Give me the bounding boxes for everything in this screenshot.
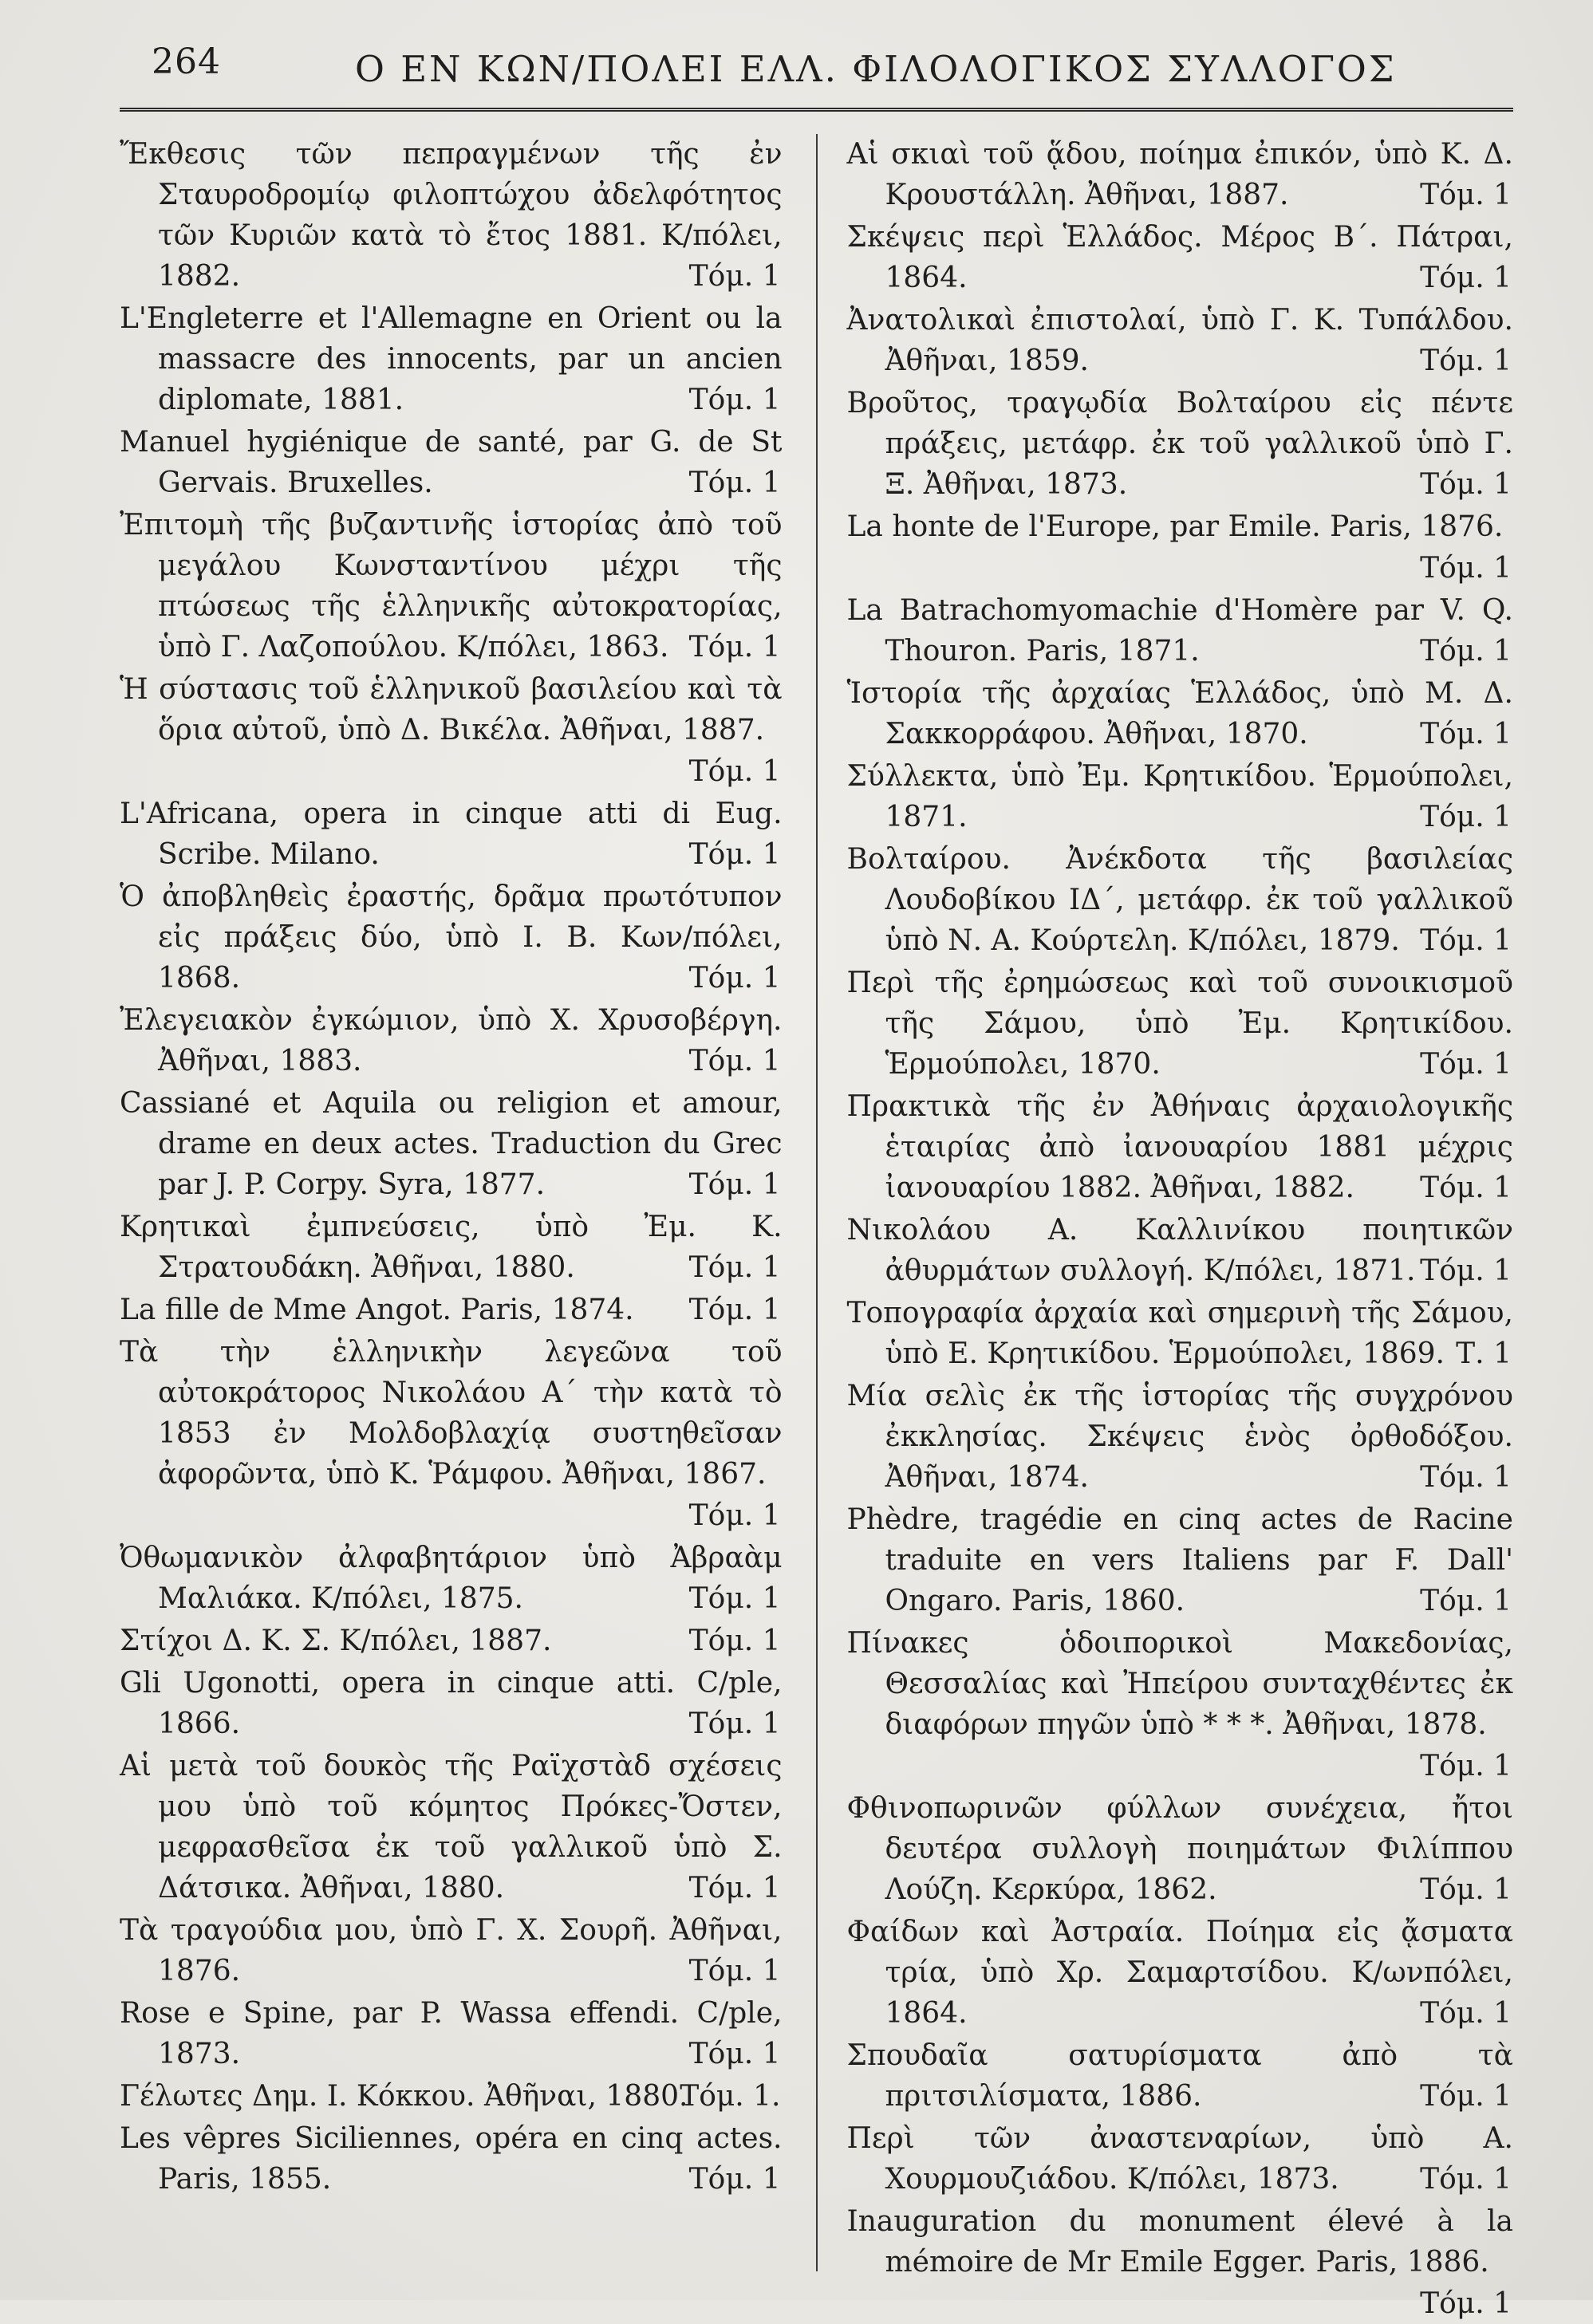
- entry-volume: Τόμ. 1: [688, 755, 781, 788]
- catalogue-entry: [120, 298, 783, 420]
- catalogue-entry: [120, 1621, 783, 1661]
- page-number: 264: [152, 41, 221, 82]
- entry-volume: Τόμ. 1: [1420, 2287, 1512, 2320]
- catalogue-entry: [847, 1788, 1513, 1910]
- entry-text: Τοπογραφία ἀρχαία καὶ σημερινὴ τῆς Σάμου, ὑπὸ Ε. Κρητικίδου. Ἑρμούπολει, 1869.: [846, 1297, 1513, 1370]
- catalogue-entry: [847, 673, 1513, 754]
- entry-text: Ἱστορία τῆς ἀρχαίας Ἑλλάδος, ὑπὸ Μ. Δ. Σακκορράφου. Ἀθῆναι, 1870.: [846, 677, 1513, 750]
- entry-text: Γέλωτες Δημ. Ι. Κόκκου. Ἀθῆναι, 1880.: [120, 2080, 688, 2113]
- catalogue-entry: [847, 506, 1513, 589]
- entry-text: Manuel hygiénique de santé, par G. de St Gervais. Bruxelles.: [120, 426, 783, 499]
- entry-volume: Τόμ. 1: [1420, 2163, 1512, 2196]
- catalogue-entry: [120, 2118, 783, 2200]
- entry-volume: Τόμ. 1: [1420, 1172, 1512, 1204]
- entry-text: Βροῦτος, τραγῳδία Βολταίρου εἰς πέντε πράξεις, μετάφρ. ἐκ τοῦ γαλλικοῦ ὑπὸ Γ. Ξ. Ἀθῆναι, 1873.: [846, 387, 1513, 501]
- catalogue-entry: [847, 1210, 1513, 1291]
- entry-text: Σύλλεκτα, ὑπὸ Ἐμ. Κρητικίδου. Ἑρμούπολει, 1871.: [846, 760, 1513, 833]
- entry-text: Φθινοπωρινῶν φύλλων συνέχεια, ἤτοι δευτέρα συλλογὴ ποιημάτων Φιλίππου Λούζη. Κερκύρα, 1862.: [846, 1792, 1513, 1906]
- catalogue-entry: [120, 1910, 783, 1991]
- running-title: Ο ΕΝ ΚΩΝ/ΠΟΛΕΙ ΕΛΛ. ΦΙΛΟΛΟΓΙΚΟΣ ΣΥΛΛΟΓΟΣ: [355, 48, 1397, 90]
- entry-text: Μία σελὶς ἐκ τῆς ἱστορίας τῆς συγχρόνου ἐκκλησίας. Σκέψεις ἑνὸς ὀρθοδόξου. Ἀθῆναι, 1874.: [846, 1380, 1513, 1494]
- entry-volume: Τόμ. 1: [688, 1294, 781, 1326]
- entry-volume: Τόμ. 1: [688, 838, 781, 871]
- entry-text: Ἀνατολικαὶ ἐπιστολαί, ὑπὸ Γ. Κ. Τυπάλδου. Ἀθῆναι, 1859.: [846, 304, 1513, 377]
- entry-volume: Τόμ. 1: [1420, 262, 1512, 294]
- entry-volume: Τόμ. 1: [1420, 801, 1512, 833]
- left-column: [120, 134, 798, 2271]
- entry-volume: Τόμ. 1: [688, 1168, 781, 1201]
- entry-text: Σπουδαῖα σατυρίσματα ἀπὸ τὰ πριτσιλίσματα, 1886.: [846, 2039, 1513, 2113]
- entry-text: Περὶ τῆς ἐρημώσεως καὶ τοῦ συνοικισμοῦ τῆς Σάμου, ὑπὸ Ἐμ. Κρητικίδου. Ἑρμούπολει, 1870.: [846, 967, 1513, 1081]
- entry-volume: Τόμ. 1: [1420, 1255, 1512, 1287]
- entry-text: Στίχοι Δ. Κ. Σ. Κ/πόλει, 1887.: [120, 1625, 552, 1657]
- catalogue-entry: [847, 1293, 1513, 1374]
- entry-text: Περὶ τῶν ἀναστεναρίων, ὑπὸ Α. Χουρμουζιάδου. Κ/πόλει, 1873.: [846, 2122, 1513, 2196]
- catalogue-entry: [120, 505, 783, 668]
- entry-volume: Τόμ. 1: [1420, 635, 1512, 668]
- catalogue-entry: [847, 839, 1513, 961]
- catalogue-entry: [120, 2076, 783, 2117]
- entry-volume: Τόμ. 1: [688, 962, 781, 995]
- entry-text: La fille de Mme Angot. Paris, 1874.: [120, 1294, 634, 1326]
- catalogue-entry: [120, 1993, 783, 2074]
- entry-text: Πρακτικὰ τῆς ἐν Ἀθήναις ἀρχαιολογικῆς ἑταιρίας ἀπὸ ἰανουαρίου 1881 μέχρις ἰανουαρίου 1882. Ἀθῆναι, 1882.: [846, 1090, 1513, 1204]
- catalogue-entry: [120, 794, 783, 875]
- entry-text: L'Engleterre et l'Allemagne en Orient ou la massacre des innocents, par un ancien diplomate, 1881.: [120, 302, 783, 416]
- entry-text: Ὀθωμανικὸν ἀλφαβητάριον ὑπὸ Ἀβραὰμ Μαλιάκα. Κ/πόλει, 1875.: [120, 1542, 783, 1615]
- entry-volume: Τόμ. 1: [1420, 345, 1512, 377]
- catalogue-entry: [847, 2035, 1513, 2117]
- entry-volume: Τόμ. 1: [688, 1499, 781, 1532]
- catalogue-entry: [120, 134, 783, 297]
- entry-text: Ἐλεγειακὸν ἐγκώμιον, ὑπὸ Χ. Χρυσοβέργη. Ἀθῆναι, 1883.: [120, 1004, 783, 1077]
- catalogue-entry: [120, 1663, 783, 1744]
- entry-volume: Τόμ. 1: [1420, 1997, 1512, 2030]
- entry-volume: Τόμ. 1: [1420, 924, 1512, 957]
- entry-text: L'Africana, opera in cinque atti di Eug. Scribe. Milano.: [120, 798, 783, 871]
- catalogue-entry: [120, 1538, 783, 1619]
- entry-volume: Τόμ. 1: [688, 1872, 781, 1904]
- entry-text: Cassiané et Aquila ou religion et amour, drame en deux actes. Traduction du Grec par J. P. Corpy. Syra, 1877.: [120, 1087, 783, 1201]
- catalogue-entry: [120, 422, 783, 503]
- entry-volume: Τόμ. 1: [688, 2038, 781, 2070]
- entry-text: Ἡ σύστασις τοῦ ἑλληνικοῦ βασιλείου καὶ τὰ ὅρια αὐτοῦ, ὑπὸ Δ. Βικέλα. Ἀθῆναι, 1887.: [120, 673, 783, 746]
- catalogue-entry: [120, 1746, 783, 1908]
- entry-volume: Τόμ. 1: [1420, 1750, 1512, 1782]
- entry-text: Τὰ τραγούδια μου, ὑπὸ Γ. Χ. Σουρῆ. Ἀθῆναι, 1876.: [120, 1914, 783, 1987]
- catalogue-entry: [120, 876, 783, 999]
- catalogue-entry: [847, 383, 1513, 505]
- catalogue-entry: [847, 1912, 1513, 2034]
- entry-text: Αἱ σκιαὶ τοῦ ᾅδου, ποίημα ἐπικόν, ὑπὸ Κ. Δ. Κρουστάλλη. Ἀθῆναι, 1887.: [846, 138, 1513, 211]
- catalogue-entry: [847, 963, 1513, 1085]
- catalogue-entry: [847, 756, 1513, 837]
- entry-volume: Τόμ. 1: [688, 1251, 781, 1284]
- entry-text: Gli Ugonotti, opera in cinque atti. C/ple, 1866.: [120, 1667, 783, 1740]
- entry-text: Φαίδων καὶ Ἀστραία. Ποίημα εἰς ᾄσματα τρία, ὑπὸ Χρ. Σαμαρτσίδου. Κ/ωνπόλει, 1864.: [846, 1916, 1513, 2030]
- catalogue-entry: [847, 590, 1513, 672]
- catalogue-entry: [847, 1086, 1513, 1208]
- entry-text: Σκέψεις περὶ Ἑλλάδος. Μέρος Β΄. Πάτραι, 1864.: [846, 221, 1513, 294]
- catalogue-entry: [120, 669, 783, 792]
- catalogue-entry: [847, 217, 1513, 298]
- entry-volume: Τόμ. 1: [1420, 552, 1512, 585]
- two-column-body: [120, 134, 1513, 2320]
- entry-volume: Τόμ. 1: [688, 2163, 781, 2196]
- running-header: [120, 32, 1513, 112]
- entry-volume: Τόμ. 1: [1420, 1461, 1512, 1494]
- entry-text: La Batrachomyomachie d'Homère par V. Q. Thouron. Paris, 1871.: [846, 594, 1513, 668]
- entry-text: Inauguration du monument élevé à la mémoire de Mr Emile Egger. Paris, 1886.: [846, 2205, 1513, 2279]
- entry-text: Πίνακες ὁδοιπορικοὶ Μακεδονίας, Θεσσαλίας καὶ Ἠπείρου συνταχθέντες ἐκ διαφόρων πηγῶν ὑπὸ * * *. Ἀθῆναι, 1878.: [846, 1627, 1513, 1741]
- entry-volume: Τόμ. 1: [688, 1708, 781, 1740]
- entry-text: La honte de l'Europe, par Emile. Paris, 1876.: [846, 510, 1504, 543]
- catalogue-entry: [120, 1332, 783, 1536]
- catalogue-entry: [847, 300, 1513, 381]
- entry-volume: Τόμ. 1: [1420, 1873, 1512, 1906]
- entry-text: Ἐπιτομὴ τῆς βυζαντινῆς ἱστορίας ἀπὸ τοῦ μεγάλου Κωνσταντίνου μέχρι τῆς πτώσεως τῆς ἑλληνικῆς αὐτοκρατορίας, ὑπὸ Γ. Λαζοπούλου. Κ/πόλει, 1863.: [120, 509, 783, 664]
- catalogue-entry: [120, 1207, 783, 1288]
- entry-volume: Τόμ. 1: [688, 631, 781, 664]
- column-divider: [816, 134, 818, 2271]
- catalogue-entry: [847, 134, 1513, 215]
- entry-text: Ἔκθεσις τῶν πεπραγμένων τῆς ἐν Σταυροδρομίῳ φιλοπτώχου ἀδελφότητος τῶν Κυριῶν κατὰ τὸ ἔτος 1881. Κ/πόλει, 1882.: [120, 138, 783, 293]
- entry-text: Αἱ μετὰ τοῦ δουκὸς τῆς Ραϊχστὰδ σχέσεις μου ὑπὸ τοῦ κόμητος Πρόκες-Ὄστεν, μεφρασθεῖσα ἐκ τοῦ γαλλικοῦ ὑπὸ Σ. Δάτσικα. Ἀθῆναι, 1880.: [120, 1750, 783, 1904]
- entry-volume: Τόμ. 1: [1420, 179, 1512, 211]
- entry-volume: Τόμ. 1: [688, 1045, 781, 1077]
- catalogue-entry: [847, 1499, 1513, 1621]
- entry-text: Τὰ τὴν ἑλληνικὴν λεγεῶνα τοῦ αὐτοκράτορος Νικολάου Α΄ τὴν κατὰ τὸ 1853 ἐν Μολδοβλαχίᾳ συστηθεῖσαν ἀφορῶντα, ὑπὸ Κ. Ῥάμφου. Ἀθῆναι, 1867.: [120, 1336, 783, 1491]
- entry-text: Phèdre, tragédie en cinq actes de Racine traduite en vers Italiens par F. Dall' Ongaro. Paris, 1860.: [846, 1503, 1513, 1617]
- catalogue-entry: [120, 1083, 783, 1205]
- catalogue-entry: [847, 1376, 1513, 1498]
- entry-text: Ὁ ἀποβληθεὶς ἐραστής, δρᾶμα πρωτότυπον εἰς πράξεις δύο, ὑπὸ Ι. Β. Κων/πόλει, 1868.: [120, 880, 783, 995]
- catalogue-entry: [847, 2118, 1513, 2200]
- entry-text: Νικολάου Α. Καλλινίκου ποιητικῶν ἀθυρμάτων συλλογή. Κ/πόλει, 1871.: [846, 1214, 1513, 1287]
- entry-volume: Τόμ. 1: [1420, 1585, 1512, 1617]
- catalogue-entry: [120, 1000, 783, 1081]
- entry-volume: Τόμ. 1: [1420, 2080, 1512, 2113]
- catalogue-entry: [120, 1290, 783, 1330]
- entry-volume: Τόμ. 1: [688, 1625, 781, 1657]
- entry-text: Κρητικαὶ ἐμπνεύσεις, ὑπὸ Ἐμ. Κ. Στρατουδάκη. Ἀθῆναι, 1880.: [120, 1211, 783, 1284]
- catalogue-entry: [847, 2201, 1513, 2324]
- entry-volume: Τόμ. 1: [688, 467, 781, 499]
- entry-volume: Τόμ. 1.: [680, 2080, 781, 2113]
- entry-text: Rose e Spine, par P. Wassa effendi. C/ple, 1873.: [120, 1997, 783, 2070]
- entry-volume: Τόμ. 1: [688, 384, 781, 416]
- entry-text: Βολταίρου. Ἀνέκδοτα τῆς βασιλείας Λουδοβίκου ΙΔ΄, μετάφρ. ἐκ τοῦ γαλλικοῦ ὑπὸ Ν. Α. Κούρτελη. Κ/πόλει, 1879.: [846, 843, 1513, 957]
- entry-volume: Τόμ. 1: [688, 1955, 781, 1987]
- entry-volume: Τόμ. 1: [1420, 468, 1512, 501]
- entry-volume: Τόμ. 1: [1420, 718, 1512, 750]
- catalogue-entry: [847, 1623, 1513, 1786]
- entry-volume: Τ. 1: [1456, 1337, 1512, 1370]
- entry-volume: Τόμ. 1: [1420, 1048, 1512, 1081]
- entry-volume: Τόμ. 1: [688, 1582, 781, 1615]
- entry-volume: Τόμ. 1: [688, 260, 781, 293]
- right-column: [835, 134, 1513, 2320]
- entry-text: Les vêpres Siciliennes, opéra en cinq actes. Paris, 1855.: [120, 2122, 783, 2196]
